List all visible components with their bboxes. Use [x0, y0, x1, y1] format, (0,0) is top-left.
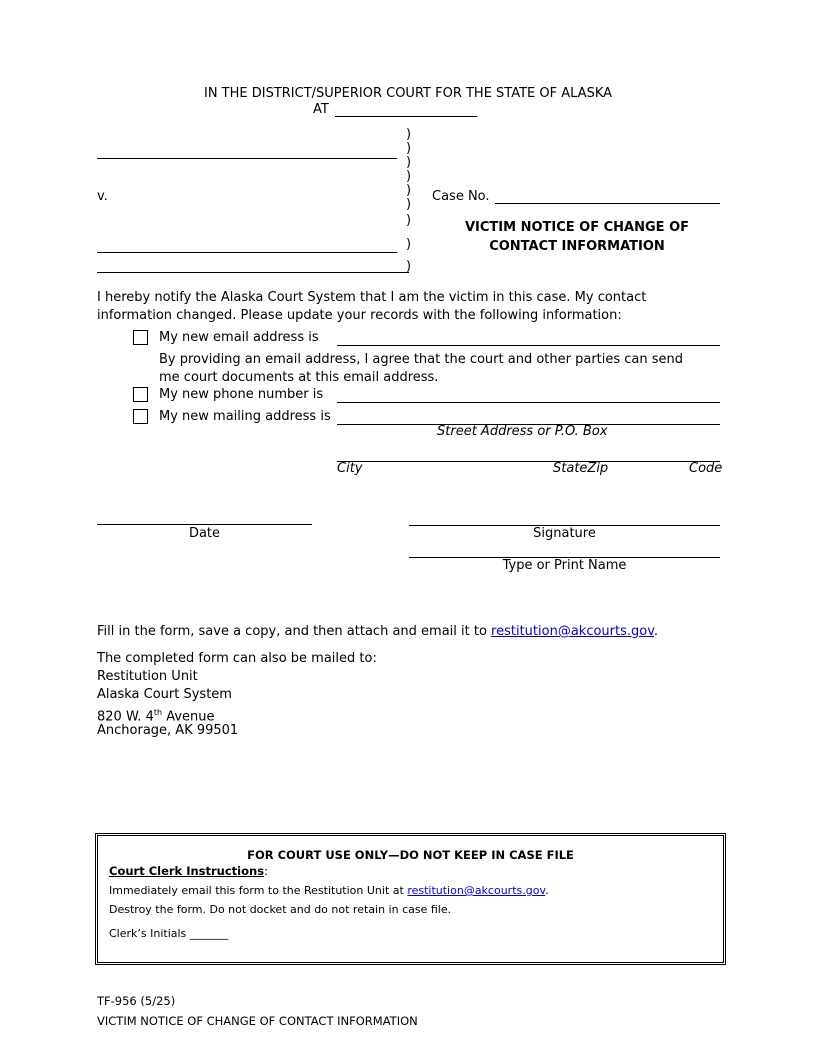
address-line4: Anchorage, AK 99501 — [97, 723, 239, 738]
form-title-line1: VICTIM NOTICE OF CHANGE OF — [464, 220, 689, 235]
case-no-label: Case No. — [432, 189, 490, 204]
location-field[interactable] — [335, 116, 477, 117]
phone-field[interactable] — [337, 402, 720, 403]
restitution-email-link[interactable]: restitution@akcourts.gov — [491, 624, 654, 639]
footer-form-title: VICTIM NOTICE OF CHANGE OF CONTACT INFORMATION — [97, 1014, 418, 1028]
court-heading: IN THE DISTRICT/SUPERIOR COURT FOR THE STATE OF ALASKA — [203, 86, 613, 101]
phone-checkbox[interactable] — [133, 387, 148, 402]
date-field[interactable] — [97, 524, 312, 525]
mailing-label: My new mailing address is — [159, 409, 331, 424]
address-line2: Alaska Court System — [97, 687, 232, 702]
email-checkbox[interactable] — [133, 330, 148, 345]
date-caption: Date — [188, 526, 221, 541]
clerk-initials[interactable]: Clerk’s Initials _______ — [109, 927, 229, 940]
email-consent-line1: By providing an email address, I agree that the court and other parties can send — [159, 352, 684, 367]
clerk-instruction-line2: Destroy the form. Do not docket and do not retain in case file. — [109, 903, 452, 916]
city-caption: City — [337, 461, 363, 476]
email-label: My new email address is — [159, 330, 319, 345]
mailing-checkbox[interactable] — [133, 409, 148, 424]
form-number: TF-956 (5/25) — [97, 994, 176, 1008]
email-field[interactable] — [337, 345, 720, 346]
versus-label: v. — [97, 189, 108, 204]
fill-in-instructions: Fill in the form, save a copy, and then attach and email it to restitution@akcourts.gov. — [97, 624, 659, 639]
defendant-field-2[interactable] — [97, 272, 409, 273]
document-page: IN THE DISTRICT/SUPERIOR COURT FOR THE STATE OF ALASKA AT ) ) ) ) ) ) ) ) ) v. Case No. VICTIM NOTICE OF CHANGE OF CONTACT INFORMATION I hereby notify the Alaska Court System that I am the victim in this case. My contact information changed. Please update your records with the following information: My new email address is By providing an email address, I agree that the court and other parties can send me court documents at this email address. My new phone number is My new mailing address is Street Address or P.O. Box City StateZip Code Date Signature Type or Print Name Fill in the form, save a copy, and then attach and email it to restitution@akcourts.gov. The completed form can also be mailed to: Restitution Unit Alaska Court System 820 W. 4th Avenue Anchorage, AK 99501 FOR COURT USE ONLY—DO NOT KEEP IN CASE FILE Court Clerk Instructions: Immediately email this form to the Restitution Unit at restitution@akcourts.gov. Destroy the form. Do not docket and do not retain in case file. Clerk’s Initials _______ TF-956 (5/25) VICTIM NOTICE OF CHANGE OF CONTACT INFORMATION — [0, 0, 816, 1056]
signature-caption: Signature — [533, 526, 596, 541]
clerk-email-link[interactable]: restitution@akcourts.gov — [407, 884, 546, 897]
code-caption: Code — [689, 461, 723, 476]
defendant-field[interactable] — [97, 252, 397, 253]
clerk-instruction-line1: Immediately email this form to the Restitution Unit at restitution@akcourts.gov. — [109, 884, 549, 897]
form-title-line2: CONTACT INFORMATION — [489, 239, 665, 254]
intro-text-line1: I hereby notify the Alaska Court System that I am the victim in this case. My contact — [97, 290, 647, 305]
intro-text-line2: information changed. Please update your records with the following information: — [97, 308, 622, 323]
address-line3: 820 W. 4th Avenue — [97, 708, 215, 725]
email-consent-line2: me court documents at this email address. — [159, 370, 439, 385]
plaintiff-field[interactable] — [97, 158, 397, 159]
print-name-caption: Type or Print Name — [502, 558, 627, 573]
clerk-instructions-heading: Court Clerk Instructions: — [109, 864, 268, 878]
court-use-heading: FOR COURT USE ONLY—DO NOT KEEP IN CASE FILE — [247, 848, 574, 862]
case-no-field[interactable] — [495, 203, 720, 204]
phone-label: My new phone number is — [159, 387, 324, 402]
court-use-box — [95, 833, 726, 965]
at-label: AT — [313, 102, 329, 117]
mailed-intro: The completed form can also be mailed to: — [97, 651, 377, 666]
city-state-zip-field[interactable] — [337, 461, 720, 462]
address-line1: Restitution Unit — [97, 669, 198, 684]
state-caption: StateZip — [553, 461, 609, 476]
street-caption: Street Address or P.O. Box — [437, 424, 608, 439]
